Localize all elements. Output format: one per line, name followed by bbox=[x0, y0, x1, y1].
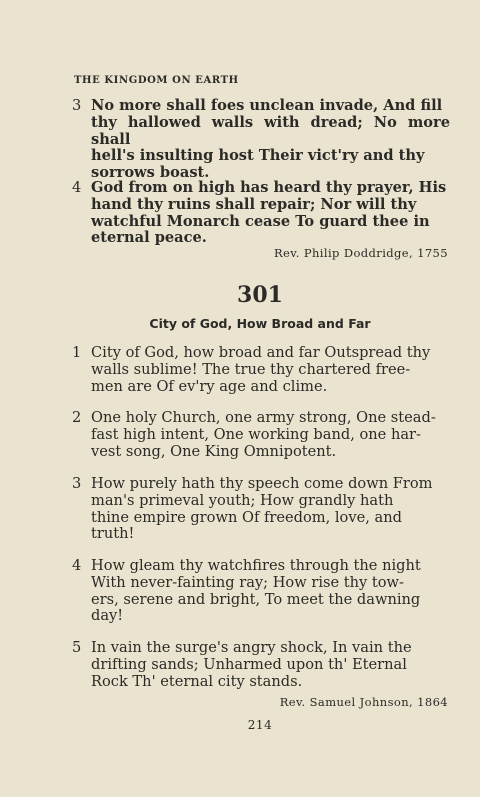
stanza-line: vest song, One King Omnipotent. bbox=[91, 442, 337, 460]
stanza-text bbox=[91, 558, 450, 625]
stanza-number: 3 bbox=[72, 475, 82, 492]
stanza-number: 1 bbox=[72, 344, 82, 361]
stanza-text bbox=[91, 640, 450, 690]
stanza-line: truth! bbox=[91, 525, 135, 543]
stanza-line: hand thy ruins shall repair; Nor will thy bbox=[91, 195, 417, 213]
stanza-line: watchful Monarch cease To guard thee in bbox=[91, 212, 430, 230]
stanza-number: 5 bbox=[72, 639, 82, 656]
stanza-line: With never-fainting ray; How rise thy tow- bbox=[91, 573, 404, 591]
stanza-line: eternal peace. bbox=[91, 229, 207, 247]
page-number: 214 bbox=[247, 718, 273, 732]
stanza-line: No more shall foes unclean invade, And fill bbox=[91, 97, 443, 114]
stanza-line: fast high intent, One working band, one har- bbox=[91, 425, 421, 443]
stanza-number: 4 bbox=[72, 557, 82, 574]
stanza-5 bbox=[72, 640, 450, 690]
prev-stanza-3 bbox=[72, 98, 450, 182]
running-head: THE KINGDOM ON EARTH bbox=[74, 75, 239, 86]
stanza-line: thine empire grown Of freedom, love, and bbox=[91, 508, 402, 526]
prev-stanza-4 bbox=[72, 180, 450, 247]
prev-hymn-author: Rev. Philip Doddridge, 1755 bbox=[273, 246, 448, 260]
stanza-text bbox=[91, 410, 450, 460]
stanza-text bbox=[91, 345, 450, 395]
stanza-text bbox=[91, 476, 450, 543]
stanza-number: 3 bbox=[72, 97, 82, 114]
stanza-4 bbox=[72, 558, 450, 625]
stanza-number: 4 bbox=[72, 179, 82, 196]
stanza-line: ers, serene and bright, To meet the dawning bbox=[91, 590, 421, 608]
stanza-line: day! bbox=[91, 607, 124, 625]
stanza-line: Rock Th' eternal city stands. bbox=[91, 672, 303, 690]
stanza-line: hell's insulting host Their vict'ry and thy bbox=[91, 147, 425, 165]
stanza-line: God from on high has heard thy prayer, His bbox=[91, 179, 447, 196]
stanza-line: thy hallowed walls with dread; No more shall bbox=[91, 113, 450, 148]
stanza-line: walls sublime! The true thy chartered free- bbox=[91, 360, 411, 378]
stanza-line: How gleam thy watchfires through the night bbox=[91, 557, 421, 574]
stanza-1 bbox=[72, 345, 450, 395]
stanza-line: How purely hath thy speech come down From bbox=[91, 475, 433, 492]
stanza-line: sorrows boast. bbox=[91, 164, 210, 182]
hymn-author: Rev. Samuel Johnson, 1864 bbox=[279, 695, 448, 709]
stanza-line: man's primeval youth; How grandly hath bbox=[91, 491, 394, 509]
stanza-2 bbox=[72, 410, 450, 460]
stanza-line: One holy Church, one army strong, One stead- bbox=[91, 409, 436, 426]
stanza-line: men are Of ev'ry age and clime. bbox=[91, 377, 328, 395]
stanza-line: drifting sands; Unharmed upon th' Eternal bbox=[91, 655, 407, 673]
stanza-number: 2 bbox=[72, 409, 82, 426]
stanza-text bbox=[91, 98, 450, 182]
stanza-text bbox=[91, 180, 450, 247]
hymn-number: 301 bbox=[237, 282, 283, 308]
hymn-title: City of God, How Broad and Far bbox=[149, 316, 371, 331]
stanza-3 bbox=[72, 476, 450, 543]
stanza-line: In vain the surge's angry shock, In vain the bbox=[91, 639, 412, 656]
stanza-line: City of God, how broad and far Outspread thy bbox=[91, 344, 431, 361]
